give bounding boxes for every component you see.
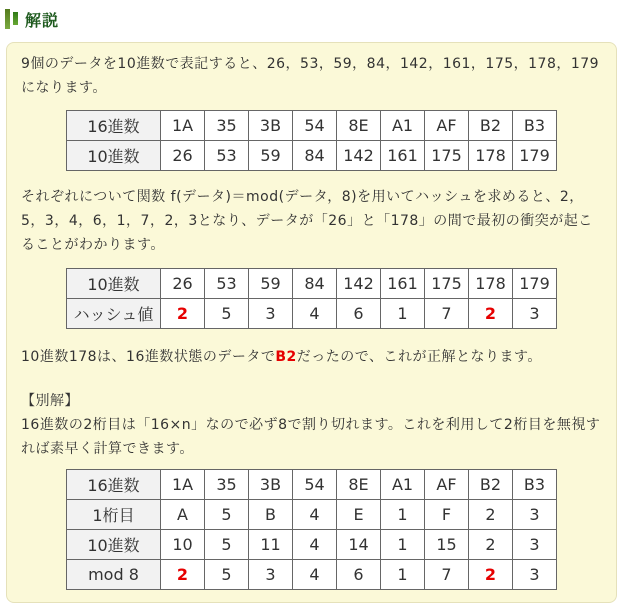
row-header-cell: ハッシュ値 <box>67 299 161 329</box>
table-cell: A1 <box>381 470 425 500</box>
table-cell: 8E <box>337 470 381 500</box>
table-cell: A <box>161 500 205 530</box>
table-cell: 4 <box>293 299 337 329</box>
table-row <box>67 111 557 141</box>
table-cell: 1 <box>381 530 425 560</box>
table-cell: 3 <box>513 560 557 590</box>
intro-paragraph: 9個のデータを10進数で表記すると、26，53，59，84，142，161，175，178，179になります。 <box>21 56 600 96</box>
table-cell: 175 <box>425 141 469 171</box>
table-cell: 54 <box>293 470 337 500</box>
table-cell: 3 <box>513 299 557 329</box>
table-cell: 26 <box>161 141 205 171</box>
table-cell: 10 <box>161 530 205 560</box>
table-cell: 178 <box>469 269 513 299</box>
table-cell: 1A <box>161 470 205 500</box>
table-cell: 3B <box>249 470 293 500</box>
explanation-box <box>6 42 617 603</box>
alt-solution-table <box>66 469 557 590</box>
hash-function-paragraph: それぞれについて関数 f(データ)＝mod(データ，8)を用いてハッシュを求めると、2，5，3，4，6，1，7，2，3となり、データが「26」と「178」の間で最初の衝突が起こることがわかります。 <box>21 189 593 253</box>
answer-text-before: 10進数178は、16進数状態のデータで <box>21 349 276 365</box>
bar-right <box>13 12 18 25</box>
table-cell: 4 <box>293 560 337 590</box>
table-cell: 3 <box>249 299 293 329</box>
table-cell: F <box>425 500 469 530</box>
table-cell: 2 <box>161 560 205 590</box>
table-row <box>67 141 557 171</box>
table-cell: A1 <box>381 111 425 141</box>
table-row <box>67 530 557 560</box>
table-cell: 4 <box>293 530 337 560</box>
table-cell: 2 <box>161 299 205 329</box>
table-cell: B2 <box>469 470 513 500</box>
table-cell: B2 <box>469 111 513 141</box>
table-cell: 4 <box>293 500 337 530</box>
row-header-cell: 10進数 <box>67 530 161 560</box>
table-row <box>67 470 557 500</box>
table-cell: 1 <box>381 560 425 590</box>
row-header-cell: 16進数 <box>67 470 161 500</box>
table-row <box>67 269 557 299</box>
table-cell: 142 <box>337 141 381 171</box>
table-cell: 179 <box>513 141 557 171</box>
table-cell: 7 <box>425 299 469 329</box>
table-cell: B3 <box>513 111 557 141</box>
alternative-paragraph: 16進数の2桁目は「16×n」なので必ず8で割り切れます。これを利用して2桁目を無視すれば素早く計算できます。 <box>21 417 601 457</box>
table-cell: 1 <box>381 500 425 530</box>
table-cell: 5 <box>205 530 249 560</box>
hex-decimal-table <box>66 110 557 171</box>
alternative-solution-block <box>21 389 602 461</box>
row-header-cell: 1桁目 <box>67 500 161 530</box>
table-cell: 35 <box>205 470 249 500</box>
table-cell: 161 <box>381 269 425 299</box>
table-cell: 84 <box>293 141 337 171</box>
table-row <box>67 500 557 530</box>
bar-left <box>5 9 10 29</box>
table-cell: AF <box>425 470 469 500</box>
table-cell: 53 <box>205 269 249 299</box>
table-cell: AF <box>425 111 469 141</box>
table-cell: 26 <box>161 269 205 299</box>
alternative-heading: 【別解】 <box>21 393 79 409</box>
table-cell: 2 <box>469 530 513 560</box>
table-cell: 6 <box>337 560 381 590</box>
section-header <box>5 8 623 30</box>
row-header-cell: mod 8 <box>67 560 161 590</box>
row-header-cell: 16進数 <box>67 111 161 141</box>
table-cell: 142 <box>337 269 381 299</box>
table-cell: 178 <box>469 141 513 171</box>
table-cell: 3 <box>513 530 557 560</box>
table-cell: 54 <box>293 111 337 141</box>
table-cell: 5 <box>205 560 249 590</box>
table-cell: 59 <box>249 269 293 299</box>
table-cell: 5 <box>205 500 249 530</box>
table-cell: 3B <box>249 111 293 141</box>
table-cell: 35 <box>205 111 249 141</box>
table-cell: 5 <box>205 299 249 329</box>
table-cell: 53 <box>205 141 249 171</box>
table-cell: 2 <box>469 299 513 329</box>
table-cell: 3 <box>249 560 293 590</box>
table-cell: 15 <box>425 530 469 560</box>
table-cell: 1 <box>381 299 425 329</box>
page-title: 解説 <box>25 10 60 30</box>
answer-text-after: だったので、これが正解となります。 <box>296 349 542 365</box>
table-cell: 59 <box>249 141 293 171</box>
table-cell: B <box>249 500 293 530</box>
table-cell: 14 <box>337 530 381 560</box>
table-cell: 2 <box>469 560 513 590</box>
table-cell: 3 <box>513 500 557 530</box>
answer-highlight: B2 <box>275 349 297 365</box>
table-cell: B3 <box>513 470 557 500</box>
table-cell: 1A <box>161 111 205 141</box>
row-header-cell: 10進数 <box>67 269 161 299</box>
table-cell: 84 <box>293 269 337 299</box>
table-cell: 175 <box>425 269 469 299</box>
table-cell: 11 <box>249 530 293 560</box>
row-header-cell: 10進数 <box>67 141 161 171</box>
table-cell: 161 <box>381 141 425 171</box>
table-cell: E <box>337 500 381 530</box>
table-cell: 8E <box>337 111 381 141</box>
table-cell: 6 <box>337 299 381 329</box>
table-cell: 7 <box>425 560 469 590</box>
answer-paragraph <box>21 345 602 369</box>
table-row <box>67 299 557 329</box>
hash-value-table <box>66 268 557 329</box>
table-row <box>67 560 557 590</box>
table-cell: 179 <box>513 269 557 299</box>
table-cell: 2 <box>469 500 513 530</box>
double-bar-icon <box>5 9 18 29</box>
